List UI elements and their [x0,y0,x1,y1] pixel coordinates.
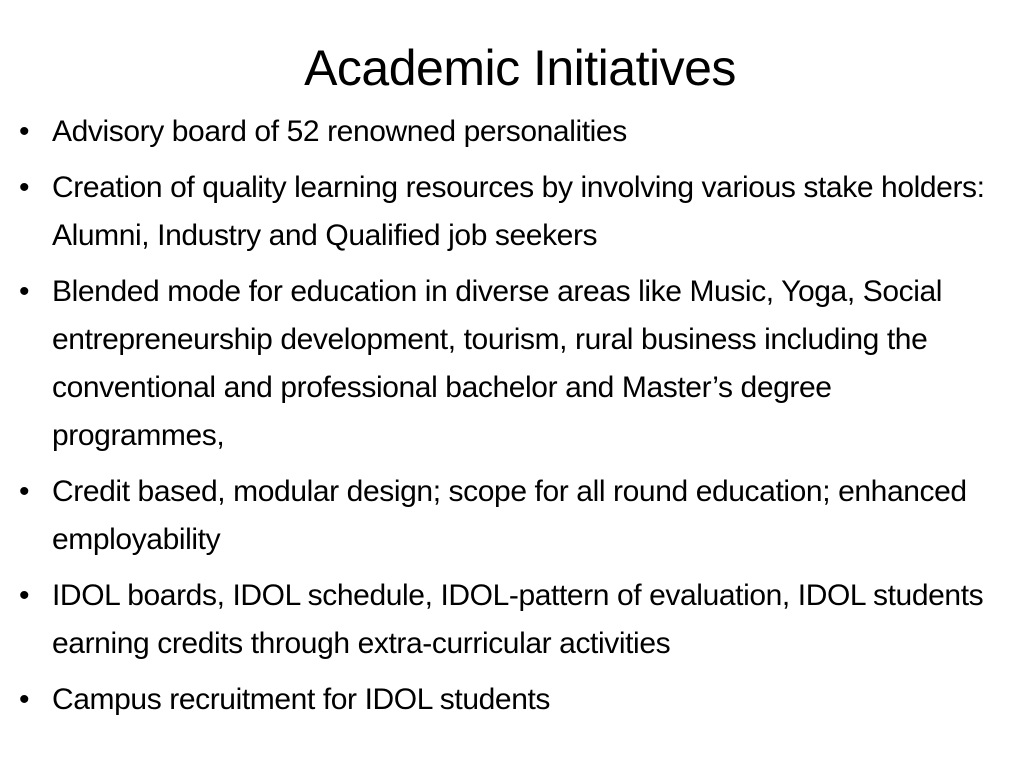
bullet-text: Credit based, modular design; scope for all round education; enhanced employability [52,475,967,556]
bullet-text: Advisory board of 52 renowned personalities [52,115,627,148]
bullet-dot-icon: • [18,171,30,204]
bullet-item [0,676,1024,724]
bullet-list [0,108,1024,732]
bullet-dot-icon: • [18,579,30,612]
bullet-dot-icon: • [18,683,30,716]
bullet-text: Creation of quality learning resources by involving various stake holders: Alumni, Industry and Qualified job seekers [52,171,985,252]
bullet-item [0,108,1024,156]
bullet-item [0,164,1024,260]
bullet-item [0,572,1024,668]
slide-title: Academic Initiatives [304,40,736,96]
bullet-text: IDOL boards, IDOL schedule, IDOL-pattern of evaluation, IDOL students earning credits through extra-curricular activities [52,579,984,660]
bullet-text: Campus recruitment for IDOL students [52,683,551,716]
bullet-dot-icon: • [18,115,30,148]
bullet-dot-icon: • [18,275,30,308]
bullet-item [0,268,1024,460]
bullet-dot-icon: • [18,475,30,508]
bullet-text: Blended mode for education in diverse areas like Music, Yoga, Social entrepreneurship development, tourism, rural business including the conventional and professional bachelor and Master’s degree programmes, [52,275,943,452]
bullet-item [0,468,1024,564]
